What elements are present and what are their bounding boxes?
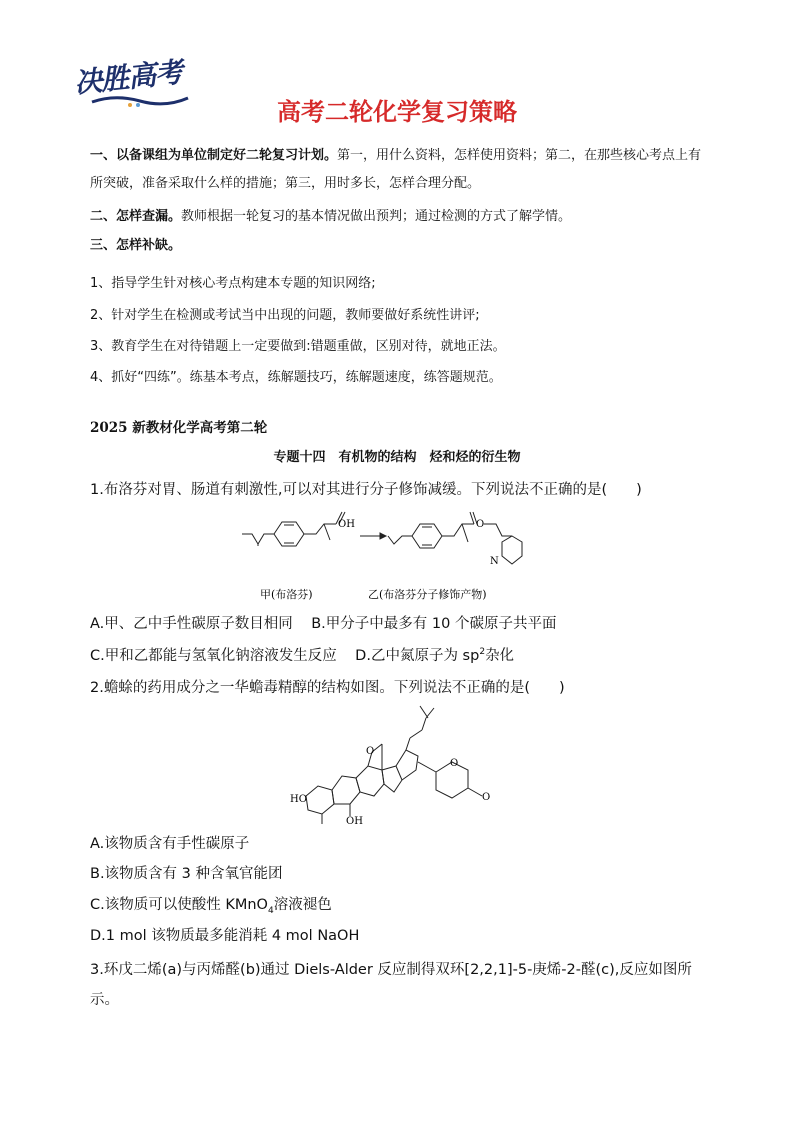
q1-label-yi: 乙(布洛芬分子修饰产物)	[368, 588, 487, 601]
q3-line-1: 3.环戊二烯(a)与丙烯醛(b)通过 Diels-Alder 反应制得双环[2,2,1]-5-庚烯-2-醛(c),反应如图所	[90, 962, 692, 978]
q1-options-cd	[90, 644, 514, 665]
strategy-p1	[90, 142, 710, 198]
q1-options-ab	[90, 612, 556, 633]
q2-option-a: A.该物质含有手性碳原子	[90, 836, 250, 852]
strategy-p1-text: 第一，用什么资料，怎样使用资料；第二，在那些核心考点上有所突破，准备采取什么样的措施；第三，用时多长，怎样合理分配。	[90, 148, 702, 191]
page-title: 高考二轮化学复习策略	[277, 98, 517, 126]
strategy-item-1: 1、指导学生针对核心考点构建本专题的知识网络;	[90, 276, 376, 291]
q2-ho-label: HO	[290, 794, 307, 805]
q1-n-label: N	[490, 556, 499, 567]
q2-oh-label: OH	[346, 816, 363, 825]
strategy-item-2: 2、针对学生在检测或考试当中出现的问题，教师要做好系统性讲评;	[90, 308, 480, 323]
q1-option-d	[355, 648, 514, 664]
q1-stem: 1.布洛芬对胃、肠道有刺激性,可以对其进行分子修饰减缓。下列说法不正确的是( )	[90, 482, 642, 498]
q1-option-a: A.甲、乙中手性碳原子数目相同	[90, 616, 293, 632]
q1-option-d-sup: 2	[479, 647, 486, 658]
strategy-p2-heading: 二、怎样查漏。	[90, 209, 182, 224]
q2-stem: 2.蟾蜍的药用成分之一华蟾毒精醇的结构如图。下列说法不正确的是( )	[90, 680, 565, 696]
q2-option-b: B.该物质含有 3 种含氧官能团	[90, 866, 283, 882]
q3-line-2: 示。	[90, 992, 119, 1008]
q1-option-d-pre: D.乙中氮原子为 sp	[355, 648, 480, 664]
q1-structure-diagram	[240, 502, 560, 602]
q2-option-c-pre: C.该物质可以使酸性 KMnO	[90, 897, 268, 913]
q2-option-d: D.1 mol 该物质最多能消耗 4 mol NaOH	[90, 928, 360, 944]
q2-carbonyl-o-label: O	[482, 792, 491, 803]
q2-structure-diagram	[286, 700, 516, 825]
logo-brand: 决胜高考	[72, 55, 184, 100]
section-heading: 2025 新教材化学高考第二轮	[90, 420, 268, 436]
q1-ester-o-label: O	[476, 519, 485, 530]
q2-option-c-sub: 4	[267, 905, 274, 916]
q2-option-c-post: 溶液褪色	[273, 897, 332, 913]
q2-lactone-o-label: O	[450, 758, 459, 769]
q1-option-c: C.甲和乙都能与氢氧化钠溶液发生反应	[90, 648, 337, 664]
section-topic: 专题十四 有机物的结构 烃和烃的衍生物	[273, 450, 521, 465]
q1-oh-label: OH	[338, 519, 355, 530]
q2-option-c	[90, 893, 332, 916]
strategy-p2	[90, 203, 710, 231]
strategy-item-3: 3、教育学生在对待错题上一定要做到:错题重做，区别对待，就地正法。	[90, 339, 506, 354]
q1-option-b: B.甲分子中最多有 10 个碳原子共平面	[311, 616, 557, 632]
strategy-p3	[90, 232, 710, 260]
strategy-p2-text: 教师根据一轮复习的基本情况做出预判；通过检测的方式了解学情。	[181, 209, 572, 224]
strategy-p3-heading: 三、怎样补缺。	[90, 238, 182, 253]
q1-label-jia: 甲(布洛芬)	[260, 588, 313, 601]
q1-option-d-post: 杂化	[485, 648, 515, 664]
q2-epoxide-o-label: O	[366, 746, 375, 757]
strategy-p1-heading: 一、以备课组为单位制定好二轮复习计划。	[90, 148, 338, 163]
strategy-item-4: 4、抓好“四练”。练基本考点，练解题技巧，练解题速度，练答题规范。	[90, 370, 502, 385]
